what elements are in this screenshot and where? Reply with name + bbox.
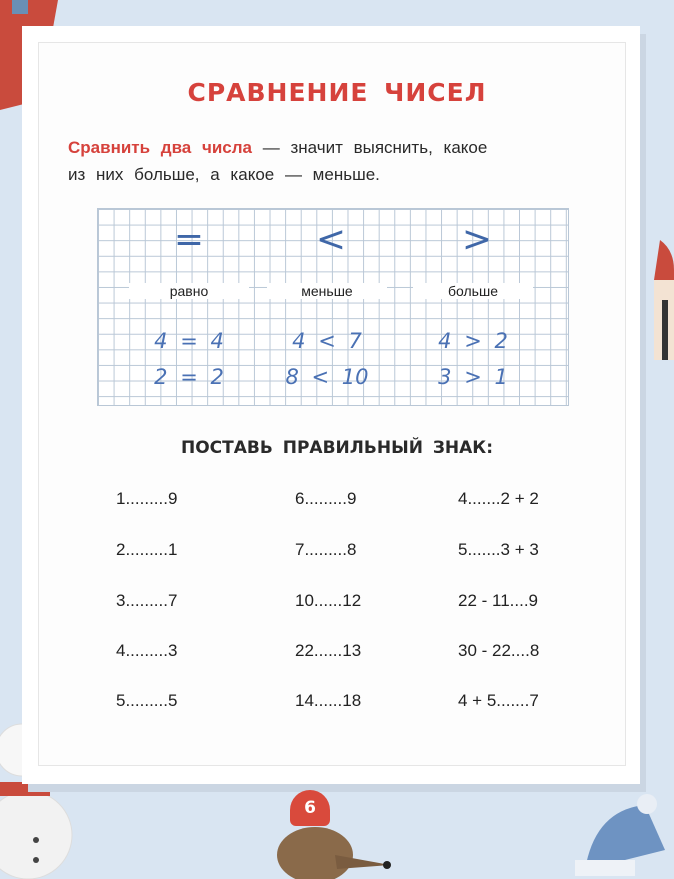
- task-item: 30 - 22....8: [458, 641, 540, 660]
- task-item: 6.........9: [295, 489, 357, 508]
- greater-than-sign: >: [461, 219, 493, 260]
- task-item: 4.........3: [116, 641, 178, 660]
- exercise-title: ПОСТАВЬ ПРАВИЛЬНЫЙ ЗНАК:: [181, 438, 493, 458]
- decoration-hat: [575, 790, 674, 879]
- intro-rest: — значит выяснить, какое: [252, 138, 488, 157]
- decoration-right-figure: [640, 240, 674, 370]
- less-than-label: меньше: [267, 283, 387, 299]
- less-than-sign: <: [315, 219, 347, 260]
- task-item: 5.........5: [116, 691, 178, 710]
- example-equal-2: 2 = 2: [154, 365, 224, 389]
- task-item: 14......18: [295, 691, 362, 710]
- intro-term: Сравнить два числа: [68, 138, 253, 157]
- comparison-grid: [97, 208, 569, 406]
- example-equal-1: 4 = 4: [154, 329, 224, 353]
- example-greater-2: 3 > 1: [438, 365, 508, 389]
- equals-sign: =: [173, 219, 205, 260]
- task-item: 3.........7: [116, 591, 178, 610]
- page-number: 6: [290, 790, 330, 826]
- page-title: СРАВНЕНИЕ ЧИСЕЛ: [187, 78, 487, 107]
- equals-label: равно: [129, 283, 249, 299]
- task-item: 7.........8: [295, 540, 357, 559]
- task-item: 10......12: [295, 591, 362, 610]
- example-less-1: 4 < 7: [292, 329, 362, 353]
- task-item: 1.........9: [116, 489, 178, 508]
- task-item: 5.......3 + 3: [458, 540, 539, 559]
- example-less-2: 8 < 10: [285, 365, 369, 389]
- task-item: 4.......2 + 2: [458, 489, 539, 508]
- intro-text: [68, 134, 608, 188]
- task-item: 2.........1: [116, 540, 178, 559]
- example-greater-1: 4 > 2: [438, 329, 508, 353]
- greater-than-label: больше: [413, 283, 533, 299]
- task-item: 22......13: [295, 641, 362, 660]
- task-item: 22 - 11....9: [458, 591, 539, 610]
- task-item: 4 + 5.......7: [458, 691, 539, 710]
- intro-line2: из них больше, а какое — меньше.: [68, 165, 380, 184]
